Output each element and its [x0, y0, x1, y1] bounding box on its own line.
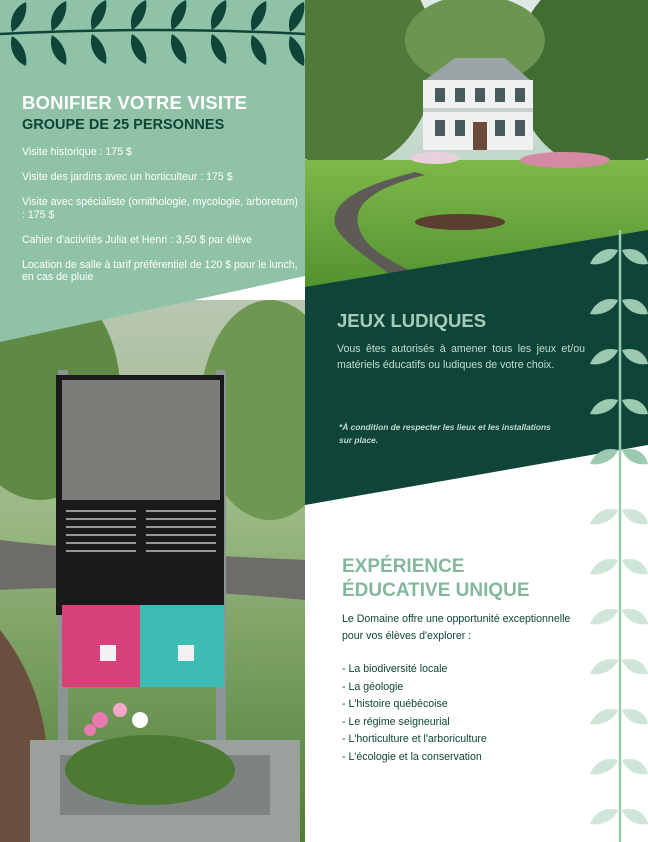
list-item: Location de salle à tarif préférentiel de 120 $ pour le lunch, en cas de pluie [22, 258, 298, 283]
vertical-leaf-vine-icon [590, 230, 648, 842]
bonifier-list [22, 146, 302, 296]
list-item: Visite avec spécialiste (ornithologie, mycologie, arboretum) : 175 $ [22, 196, 298, 221]
list-item: - L'horticulture et l'arboriculture [342, 733, 487, 746]
experience-list [342, 661, 582, 767]
leaf-vine-icon [0, 0, 305, 68]
list-item: - Le régime seigneurial [342, 715, 450, 728]
list-item: Visite historique : 175 $ [22, 146, 132, 158]
list-item: - L'écologie et la conservation [342, 750, 482, 763]
jeux-text: Vous êtes autorisés à amener tous les jeux et/ou matériels éducatifs ou ludiques de votre choix. [337, 343, 585, 371]
jeux-note: *À condition de respecter les lieux et les installations sur place. [339, 422, 551, 445]
experience-text: Le Domaine offre une opportunité exceptionnelle pour vos élèves d'explorer : [342, 613, 571, 642]
jeux-title: JEUX LUDIQUES [337, 310, 487, 331]
list-item: Visite des jardins avec un horticulteur : 175 $ [22, 171, 233, 183]
list-item: - La biodiversité locale [342, 663, 448, 675]
bonifier-subtitle: GROUPE DE 25 PERSONNES [22, 117, 225, 133]
experience-title-line2: ÉDUCATIVE UNIQUE [342, 580, 530, 601]
list-item: - La géologie [342, 680, 404, 693]
list-item: Cahier d'activités Julia et Henri : 3,50 $ par élève [22, 233, 252, 246]
list-item: - L'histoire québécoise [342, 698, 448, 711]
experience-title [342, 555, 602, 603]
garden-sign-photo [0, 300, 305, 842]
bonifier-title: BONIFIER VOTRE VISITE [22, 92, 248, 113]
experience-title-line1: EXPÉRIENCE [342, 556, 465, 577]
